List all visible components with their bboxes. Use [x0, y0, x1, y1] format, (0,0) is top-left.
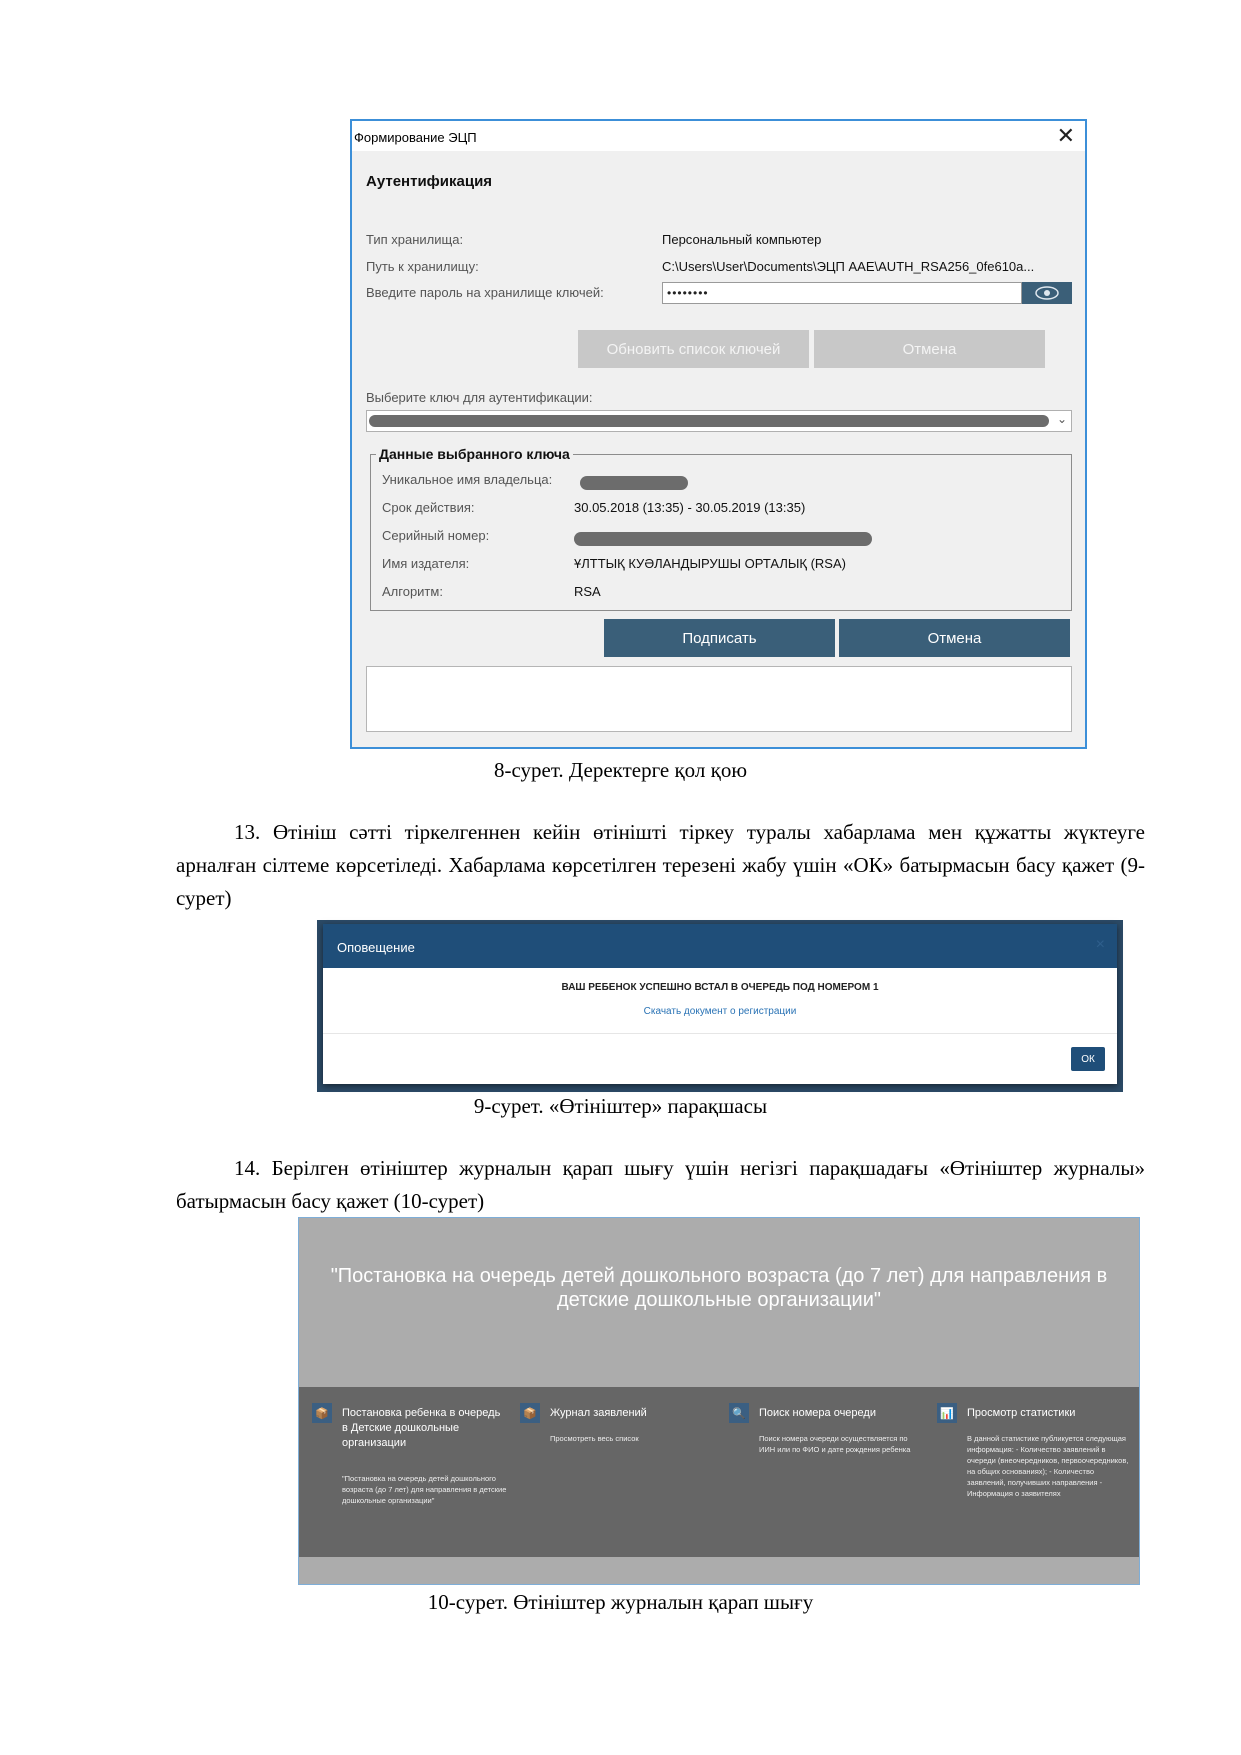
service-desc: Просмотреть весь список — [550, 1434, 639, 1443]
issuer-label: Имя издателя: — [382, 556, 470, 571]
services-panel — [299, 1387, 1139, 1557]
password-input[interactable]: •••••••• — [662, 282, 1022, 304]
fig10-caption: 10-сурет. Өтініштер журналын қарап шығу — [427, 1590, 814, 1614]
validity-value: 30.05.2018 (13:35) - 30.05.2019 (13:35) — [574, 500, 806, 515]
box-icon: 📦 — [312, 1403, 332, 1423]
success-message: ВАШ РЕБЕНОК УСПЕШНО ВСТАЛ В ОЧЕРЕДЬ ПОД НОМЕРОМ 1 — [561, 982, 879, 993]
validity-label: Срок действия: — [382, 500, 475, 515]
modal-title: Оповещение — [337, 940, 415, 955]
fig8-caption: 8-сурет. Деректерге қол қою — [493, 758, 748, 782]
message-box — [366, 666, 1072, 732]
serial-label: Серийный номер: — [382, 528, 490, 543]
refresh-keys-button[interactable]: Обновить список ключей — [578, 330, 809, 368]
select-key-label: Выберите ключ для аутентификации: — [366, 390, 593, 405]
dialog-titlebar — [352, 121, 1085, 151]
chevron-down-icon: ⌄ — [1056, 412, 1067, 426]
key-select[interactable] — [366, 410, 1072, 432]
storage-path-label: Путь к хранилищу: — [366, 259, 479, 274]
show-password-button[interactable] — [1022, 282, 1072, 304]
portal-screenshot — [298, 1217, 1140, 1585]
sign-button[interactable]: Подписать — [604, 619, 835, 657]
portal-title: "Постановка на очередь детей дошкольного возраста (до 7 лет) для направления в детские дошкольные организации" — [330, 1265, 1108, 1311]
notification-modal — [323, 924, 1117, 1084]
service-title[interactable]: Журнал заявлений — [550, 1407, 647, 1419]
box-icon: 📦 — [520, 1403, 540, 1423]
cancel-bottom-button[interactable]: Отмена — [839, 619, 1070, 657]
owner-redaction — [580, 476, 688, 490]
storage-type-value: Персональный компьютер — [662, 232, 822, 247]
service-desc: "Постановка на очередь детей дошкольного возраста (до 7 лет) для направления в детские дошкольные организации" — [342, 1474, 507, 1505]
service-desc: Поиск номера очереди осуществляется по ИИН или по ФИО и дате рождения ребенка — [759, 1434, 911, 1454]
service-title[interactable]: Поиск номера очереди — [759, 1407, 876, 1419]
storage-path-value: C:\Users\User\Documents\ЭЦП ААЕ\AUTH_RSA256_0fe610a... — [662, 259, 1035, 274]
notification-screenshot — [317, 920, 1123, 1092]
service-desc: В данной статистике публикуется следующая информация: - Количество заявлений в очереди (внеочередников, первоочередников, на общих основаниях); - Количество заявлений, получивших направления - Информация о заявителях — [967, 1434, 1129, 1498]
service-title[interactable]: Просмотр статистики — [967, 1407, 1076, 1419]
storage-type-label: Тип хранилища: — [366, 232, 464, 247]
auth-heading: Аутентификация — [366, 173, 493, 190]
password-label: Введите пароль на хранилище ключей: — [366, 285, 604, 300]
cancel-top-button[interactable]: Отмена — [814, 330, 1045, 368]
eye-icon — [1022, 282, 1072, 304]
divider — [323, 1033, 1117, 1034]
ok-button[interactable]: ОК — [1071, 1047, 1105, 1071]
group-title: Данные выбранного ключа — [376, 446, 573, 462]
issuer-value: ҰЛТТЫҚ КУӘЛАНДЫРУШЫ ОРТАЛЫҚ (RSA) — [574, 556, 846, 571]
paragraph-14: 14. Берілген өтініштер журналын қарап шығу үшін негізгі парақшадағы «Өтініштер журналы» батырмасын басу қажет (10-сурет) — [176, 1156, 1145, 1213]
redaction — [369, 415, 1049, 427]
ecp-dialog — [350, 119, 1087, 749]
dialog-title: Формирование ЭЦП — [354, 130, 477, 145]
close-icon[interactable]: ✕ — [1056, 123, 1075, 148]
serial-redaction — [574, 532, 872, 546]
search-icon: 🔍 — [729, 1403, 749, 1423]
service-title[interactable]: Постановка ребенка в очередь в Детские дошкольные организации — [342, 1407, 501, 1449]
download-link[interactable]: Скачать документ о регистрации — [643, 1006, 797, 1017]
owner-label: Уникальное имя владельца: — [382, 472, 553, 487]
algorithm-value: RSA — [574, 584, 601, 599]
chart-icon: 📊 — [937, 1403, 957, 1423]
close-icon[interactable]: × — [1095, 936, 1105, 953]
paragraph-13: 13. Өтініш сәтті тіркелгеннен кейін өтінішті тіркеу туралы хабарлама мен құжатты жүктеуге арналған сілтеме көрсетіледі. Хабарлама көрсетілген терезені жабу үшін «ОК» батырмасын басу қажет (9-сурет) — [176, 820, 1145, 910]
modal-header — [323, 924, 1117, 968]
fig9-caption: 9-сурет. «Өтініштер» парақшасы — [473, 1094, 768, 1118]
algorithm-label: Алгоритм: — [382, 584, 443, 599]
